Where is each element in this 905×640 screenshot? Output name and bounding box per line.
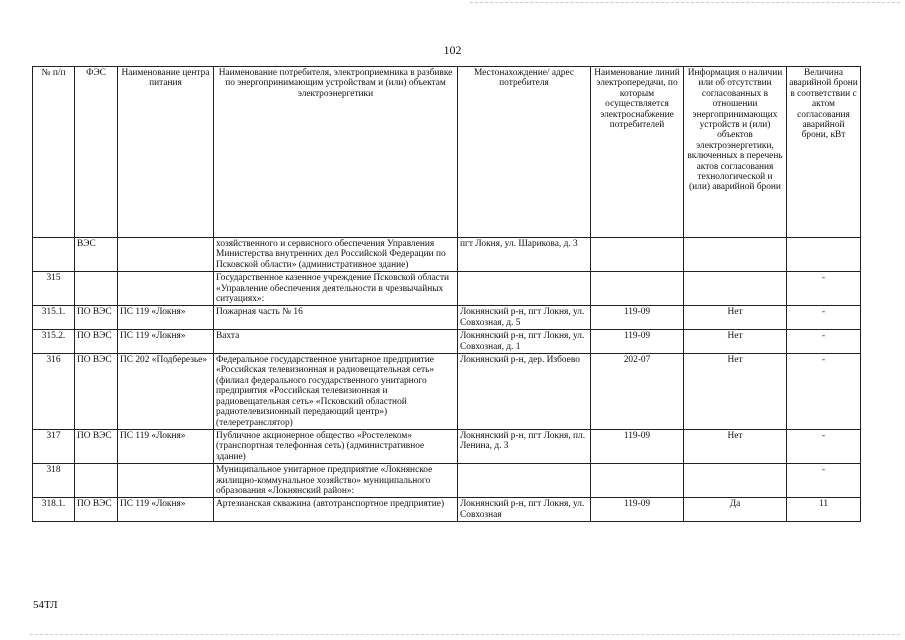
row-power-center: ПС 119 «Локня» (118, 330, 214, 354)
table-header-row (33, 67, 861, 238)
table-row (33, 272, 861, 306)
row-num: 318 (33, 464, 75, 498)
row-consumer-name: Федеральное государственное унитарное предприятие «Российская телевизионная и радиовещательная сеть» (филиал федерального государственного унитарного предприятия «Российская телевизионная и радиовещательная сеть» «Псковский областной радиотелевизионный передающий центр») (телеретранслятор) (214, 354, 458, 430)
row-reserve-value: - (787, 330, 861, 354)
row-fes: ПО ВЭС (75, 306, 118, 330)
scan-artifact-top (470, 2, 900, 3)
table-row (33, 306, 861, 330)
header-power-line: Наименование линий электропередачи, по которым осуществляется электроснабжение потребителей (591, 67, 684, 238)
row-fes: ПО ВЭС (75, 354, 118, 430)
table-row (33, 238, 861, 272)
row-fes: ПО ВЭС (75, 330, 118, 354)
row-power-line: 119-09 (591, 330, 684, 354)
row-power-center: ПС 202 «Подберезье» (118, 354, 214, 430)
header-address: Местонахождение/ адрес потребителя (458, 67, 591, 238)
header-num: № п/п (33, 67, 75, 238)
row-reserve-value: - (787, 464, 861, 498)
scan-artifact-bottom (30, 634, 900, 635)
emergency-reserve-table (32, 66, 861, 522)
row-power-center (118, 464, 214, 498)
row-power-line (591, 272, 684, 306)
row-fes: ПО ВЭС (75, 498, 118, 522)
document-code: 54ТЛ (33, 599, 58, 611)
row-power-line: 119-09 (591, 306, 684, 330)
row-agreement-info: Нет (684, 306, 787, 330)
row-agreement-info (684, 238, 787, 272)
row-num: 315.2. (33, 330, 75, 354)
row-reserve-value: - (787, 429, 861, 463)
row-num: 315.1. (33, 306, 75, 330)
row-reserve-value: - (787, 306, 861, 330)
row-address: Локнянский р-н, пгт Локня, ул. Совхозная, д. 5 (458, 306, 591, 330)
row-num: 315 (33, 272, 75, 306)
row-agreement-info: Нет (684, 354, 787, 430)
row-address: Локнянский р-н, пгт Локня, ул. Совхозная (458, 498, 591, 522)
row-reserve-value: - (787, 272, 861, 306)
row-power-center: ПС 119 «Локня» (118, 429, 214, 463)
row-consumer-name: Государственное казенное учреждение Псковской области «Управление обеспечения деятельности в чрезвычайных ситуациях»: (214, 272, 458, 306)
row-reserve-value: - (787, 354, 861, 430)
row-consumer-name: Муниципальное унитарное предприятие «Локнянское жилищно-коммунальное хозяйство» муниципального образования «Локнянский район»: (214, 464, 458, 498)
row-agreement-info: Да (684, 498, 787, 522)
row-fes: ВЭС (75, 238, 118, 272)
row-power-center: ПС 119 «Локня» (118, 306, 214, 330)
row-address: Локнянский р-н, дер. Избоево (458, 354, 591, 430)
row-num: 318.1. (33, 498, 75, 522)
row-num: 317 (33, 429, 75, 463)
row-power-line: 119-09 (591, 429, 684, 463)
header-fes: ФЭС (75, 67, 118, 238)
row-power-line: 202-07 (591, 354, 684, 430)
row-power-center (118, 238, 214, 272)
row-num (33, 238, 75, 272)
row-address (458, 272, 591, 306)
header-power-center: Наименование центра питания (118, 67, 214, 238)
table-row (33, 464, 861, 498)
row-power-line (591, 238, 684, 272)
row-consumer-name: Вахта (214, 330, 458, 354)
row-power-center (118, 272, 214, 306)
row-agreement-info: Нет (684, 330, 787, 354)
row-address: Локнянский р-н, пгт Локня, ул. Совхозная, д. 1 (458, 330, 591, 354)
row-consumer-name: хозяйственного и сервисного обеспечения Управления Министерства внутренних дел Российской Федерации по Псковской области» (административное здание) (214, 238, 458, 272)
row-reserve-value: 11 (787, 498, 861, 522)
page-number: 102 (443, 43, 462, 57)
row-address (458, 464, 591, 498)
header-reserve-value: Величина аварийной брони в соответствии с актом согласования аварийной брони, кВт (787, 67, 861, 238)
row-agreement-info: Нет (684, 429, 787, 463)
row-power-line: 119-09 (591, 498, 684, 522)
row-power-center: ПС 119 «Локня» (118, 498, 214, 522)
row-consumer-name: Пожарная часть № 16 (214, 306, 458, 330)
row-power-line (591, 464, 684, 498)
table-row (33, 354, 861, 430)
row-address: пгт Локня, ул. Шарикова, д. 3 (458, 238, 591, 272)
header-agreement-info: Информация о наличии или об отсутствии согласованных в отношении энергопринимающих устройств и (или) объектов электроэнергетики, включенных в перечень актов согласования технологической и (или) аварийной брони (684, 67, 787, 238)
row-fes: ПО ВЭС (75, 429, 118, 463)
table-row (33, 498, 861, 522)
row-num: 316 (33, 354, 75, 430)
table-row (33, 330, 861, 354)
row-agreement-info (684, 464, 787, 498)
row-consumer-name: Артезианская скважина (автотранспортное предприятие) (214, 498, 458, 522)
table-row (33, 429, 861, 463)
row-fes (75, 272, 118, 306)
row-agreement-info (684, 272, 787, 306)
header-consumer-name: Наименование потребителя, электроприемника в разбивке по энергопринимающим устройствам и (или) объектам электроэнергетики (214, 67, 458, 238)
row-fes (75, 464, 118, 498)
row-address: Локнянский р-н, пгт Локня, пл. Ленина, д. 3 (458, 429, 591, 463)
row-reserve-value (787, 238, 861, 272)
row-consumer-name: Публичное акционерное общество «Ростелеком» (транспортная телефонная сеть) (административное здание) (214, 429, 458, 463)
